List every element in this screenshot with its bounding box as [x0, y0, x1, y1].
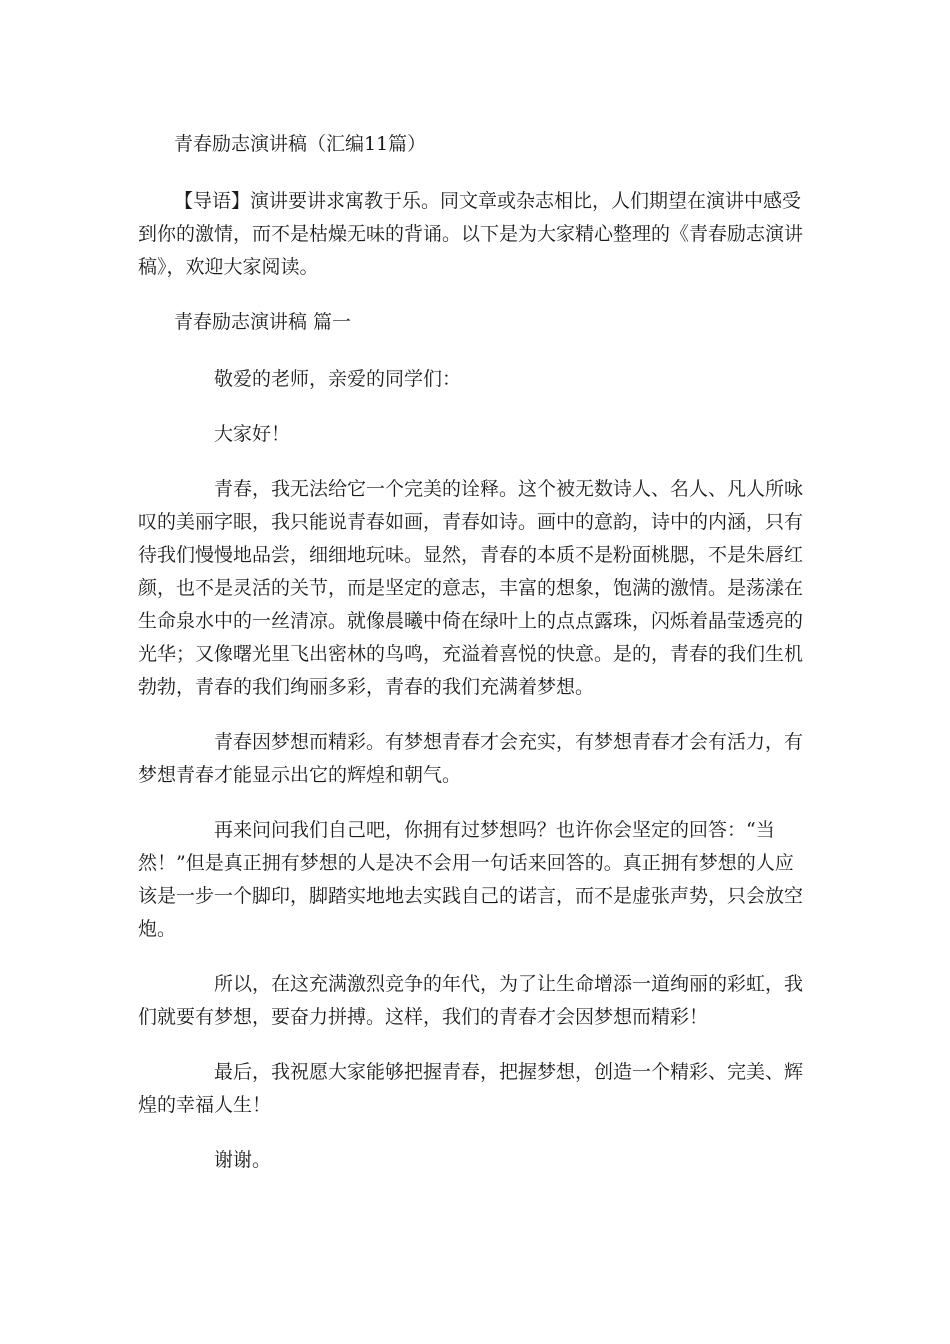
paragraph-3: [138, 814, 810, 946]
paragraph-line: 待我们慢慢地品尝，细细地玩味。显然，青春的本质不是粉面桃腮，不是朱唇红: [138, 544, 804, 566]
hello: 大家好！: [214, 423, 291, 445]
paragraph-line: 该是一步一个脚印，脚踏实地地去实践自己的诺言，而不是虚张声势，只会放空: [138, 885, 804, 907]
paragraph-line: 然！”但是真正拥有梦想的人是决不会用一句话来回答的。真正拥有梦想的人应: [138, 852, 794, 874]
intro-line: 稿》，欢迎大家阅读。: [138, 256, 319, 278]
paragraph-line: 叹的美丽字眼，我只能说青春如画，青春如诗。画中的意韵，诗中的内涵，只有: [138, 511, 804, 533]
paragraph-line: 生命泉水中的一丝清凉。就像晨曦中倚在绿叶上的点点露珠，闪烁着晶莹透亮的: [138, 610, 804, 632]
greeting: 敬爱的老师，亲爱的同学们：: [214, 368, 462, 390]
paragraph-line: 最后，我祝愿大家能够把握青春，把握梦想，创造一个精彩、完美、辉: [214, 1061, 804, 1083]
paragraph-line: 青春因梦想而精彩。有梦想青春才会充实，有梦想青春才会有活力，有: [214, 731, 804, 753]
paragraph-line: 勃勃，青春的我们绚丽多彩，青春的我们充满着梦想。: [138, 676, 595, 698]
paragraph-4: [138, 968, 810, 1034]
paragraph-1: [138, 473, 810, 704]
document-page: [138, 128, 810, 1199]
paragraph-line: 梦想青春才能显示出它的辉煌和朝气。: [138, 764, 462, 786]
paragraph-line: 炮。: [138, 918, 177, 940]
intro-line: 到你的激情，而不是枯燥无味的背诵。以下是为大家精心整理的《青春励志演讲: [138, 223, 804, 245]
paragraph-line: 再来问问我们自己吧，你拥有过梦想吗？也许你会坚定的回答：“当: [214, 819, 775, 841]
intro-line: 【导语】演讲要讲求寓教于乐。同文章或杂志相比，人们期望在演讲中感受: [174, 190, 802, 212]
closing: 谢谢。: [214, 1149, 272, 1171]
paragraph-line: 光华；又像曙光里飞出密林的鸟鸣，充溢着喜悦的快意。是的，青春的我们生机: [138, 643, 804, 665]
intro-block: [138, 185, 810, 284]
paragraph-2: [138, 726, 810, 792]
paragraph-line: 青春，我无法给它一个完美的诠释。这个被无数诗人、名人、凡人所咏: [214, 478, 804, 500]
section-title: 青春励志演讲稿 篇一: [174, 311, 352, 333]
paragraph-line: 颜，也不是灵活的关节，而是坚定的意志，丰富的想象，饱满的激情。是荡漾在: [138, 577, 804, 599]
paragraph-line: 们就要有梦想，要奋力拼搏。这样，我们的青春才会因梦想而精彩！: [138, 1006, 709, 1028]
document-title: 青春励志演讲稿（汇编11篇）: [174, 133, 427, 155]
paragraph-line: 所以，在这充满激烈竞争的年代，为了让生命增添一道绚丽的彩虹，我: [214, 973, 804, 995]
paragraph-line: 煌的幸福人生！: [138, 1094, 272, 1116]
paragraph-5: [138, 1056, 810, 1122]
